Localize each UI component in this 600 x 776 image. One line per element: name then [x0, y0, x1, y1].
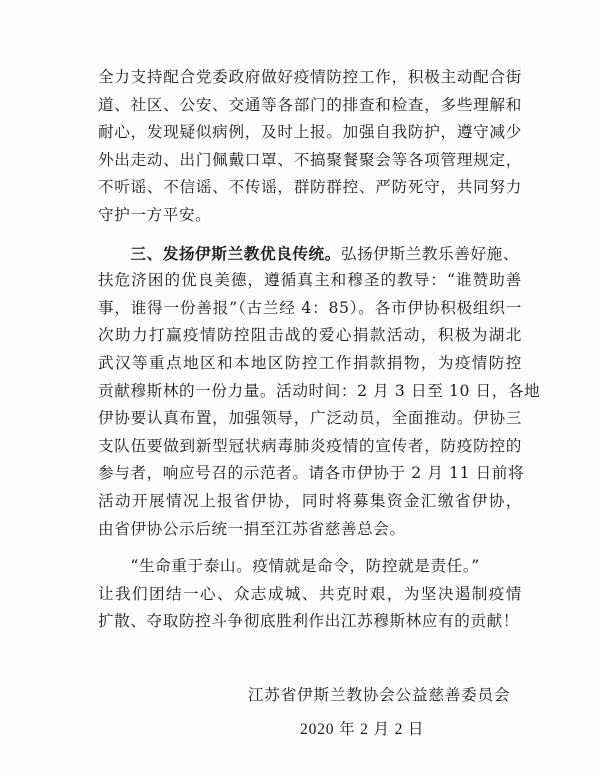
paragraph-2-line: 参与者，响应号召的示范者。请各市伊协于 2 月 11 日前将 [98, 464, 525, 483]
paragraph-1-line: 耐心，发现疑似病例，及时上报。加强自我防护，遵守减少 [98, 123, 522, 142]
paragraph-2-first-line-text: 弘扬伊斯兰教乐善好施、 [340, 244, 520, 263]
paragraph-2-line: 扶危济困的优良美德，遵循真主和穆圣的教导：“谁赞助善 [98, 271, 522, 290]
paragraph-2-line: 贡献穆斯林的一份力量。活动时间：2 月 3 日至 10 日，各地 [98, 381, 541, 400]
section-heading: 三、发扬伊斯兰教优良传统。 [130, 243, 341, 263]
paragraph-gap [98, 230, 522, 240]
paragraph-2-line: 伊协要认真布置，加强领导，广泛动员，全面推动。伊协三 [98, 409, 522, 428]
paragraph-3-first-line [98, 553, 522, 581]
paragraph-gap [98, 543, 522, 553]
paragraph-2 [98, 240, 541, 544]
paragraph-1-line: 外出走动、出门佩戴口罩、不搞聚餐聚会等各项管理规定， [98, 150, 522, 169]
paragraph-2-line: 活动开展情况上报省伊协，同时将募集资金汇缴省伊协， [98, 491, 522, 510]
paragraph-2-line: 次助力打赢疫情防控阻击战的爱心捐款活动，积极为湖北 [98, 326, 522, 345]
paragraph-2-line: 事，谁得一份善报”（古兰经 4：85）。各市伊协积极组织一 [98, 298, 522, 317]
paragraph-1-line: 不听谣、不信谣、不传谣，群防群控、严防死守，共同努力 [98, 178, 522, 197]
paragraph-2-first-line [98, 240, 522, 268]
paragraph-1-line: 全力支持配合党委政府做好疫情防控工作，积极主动配合街 [98, 68, 522, 86]
paragraph-2-line: 由省伊协公示后统一捐至江苏省慈善总会。 [98, 519, 406, 538]
paragraph-1-line: 守护一方平安。 [98, 205, 212, 224]
quote-text: “生命重于泰山。疫情就是命令，防控就是责任。” [130, 557, 480, 576]
paragraph-3-line: 让我们团结一心、众志成城、共克时艰，为坚决遏制疫情 [98, 584, 522, 603]
signature-organization: 江苏省伊斯兰教协会公益慈善委员会 [248, 686, 511, 704]
document-body [98, 64, 541, 636]
paragraph-1-line: 道、社区、公安、交通等各部门的排查和检查，多些理解和 [98, 95, 522, 114]
paragraph-3-line: 扩散、夺取防控斗争彻底胜利作出江苏穆斯林应有的贡献！ [98, 612, 520, 631]
paragraph-3 [98, 553, 522, 636]
paragraph-2-line: 武汉等重点地区和本地区防控工作捐款捐物，为疫情防控 [98, 353, 522, 372]
paragraph-2-line: 支队伍要做到新型冠状病毒肺炎疫情的宣传者，防疫防控的 [98, 436, 522, 455]
paragraph-1 [98, 64, 522, 230]
signature-date: 2020 年 2 月 2 日 [300, 721, 425, 738]
